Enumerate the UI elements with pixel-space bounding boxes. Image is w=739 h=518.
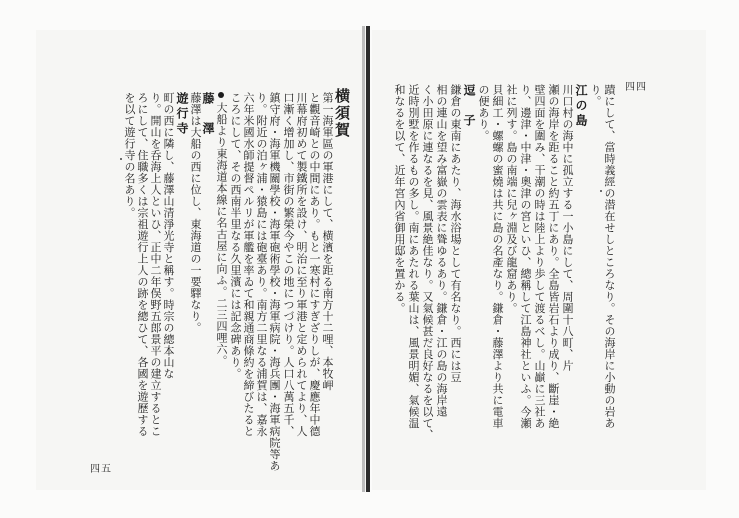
text-column: 川幕府初めて製鐵所を設け、明治に至り軍港と定められてより、人 — [295, 92, 308, 437]
text-column: 第一海軍區の軍港にして、横濱を距る南方十二哩、本牧岬 — [321, 92, 334, 391]
text-column: り、邊津・中津・奧津の宮といひ、總稱して江島神社といふ。今瀬 — [519, 84, 532, 429]
text-column: り。 — [589, 84, 602, 107]
right-page-number: 四四 — [625, 82, 647, 93]
section-heading: 横須賀 — [333, 88, 351, 139]
text-column: を以て遊行寺の名あり。 — [123, 92, 136, 219]
text-column: 口漸く增加し、市街の繁榮今やこの地につづけり。人口八萬五千、 — [282, 92, 295, 437]
text-column: 藤澤は大船の西に位し、東海道の一要驛なり。 — [189, 92, 202, 334]
scan-speck — [120, 158, 122, 160]
text-column: ろにして、住職多くは宗祖遊行上人の跡を總ひて、各國を遊歷する — [136, 92, 149, 437]
text-column: 川口村の海中に孤立する一小島にして、周圍十八町、片 — [561, 84, 574, 372]
subsection-heading: 遊行寺 — [175, 92, 189, 137]
gutter-shadow — [362, 26, 365, 492]
text-column: 蹟にして、當時義經の潜在せしところなり。その海岸に小動の岩あ — [603, 84, 616, 429]
text-column: 貝細工・螺螺の蜜燒は共に島の名產なり。鎌倉・藤澤より共に電車 — [491, 84, 504, 429]
text-column: ころにして、その西南半里なる久里濱には記念碑あり。 — [229, 92, 242, 380]
subsection-heading: 逗 子 — [462, 84, 476, 129]
text-column: と觀音崎との中間にあり。もと一寒村にすぎざりしが、慶應年中德 — [308, 92, 321, 437]
text-column: く小田原に連なるを見、風景絶佳なり。又氣候甚だ良好なるを以て、 — [421, 84, 434, 441]
text-column: 瀬の海岸を距ること約五丁にあり。全島皆岩石より成り、斷崖・絶 — [547, 84, 560, 429]
text-column: 相の連山を望み富嶽の雲表に聳ゆるあり。鎌倉・江の島の海岸遠 — [435, 84, 448, 418]
subsection-heading: 江の島 — [574, 84, 588, 129]
left-page-number: 四五 — [90, 464, 112, 475]
book-gutter — [366, 26, 370, 492]
text-column: 壁四面を圍み、干潮の時は陸上より歩して渡るべし。山巓に三社あ — [533, 84, 546, 429]
text-column: 六年米國水師提督ペルリが軍艦を率ゐて和親通商條約を締びたると — [242, 92, 255, 437]
text-column: り。附近の泊ヶ浦・猿島には砲臺あり。南方二里なる浦賀は、嘉永 — [255, 92, 268, 437]
route-note-line: 大船より東海道本線に名古屋に向ふ。二三四哩六。 — [215, 102, 228, 367]
subsection-heading: 藤 澤 — [201, 92, 215, 137]
bullet-marker — [218, 92, 224, 98]
text-column: 鎮守府・海軍機關學校・海軍砲術學校・海軍病院・海兵團・海軍病院等あ — [268, 92, 281, 472]
text-column: 社に列す。島の南端に兒ヶ淵及び龍窟あり。 — [505, 84, 518, 314]
text-column: 近時別墅を作るもの多し。南にあたれる葉山は、風景明媚、氣候温 — [407, 84, 420, 429]
scan-speck — [600, 190, 602, 192]
text-column: 和なるを以て、近年宮內省御用邸を置かる。 — [393, 84, 406, 314]
text-column: 鎌倉の東南にあたり、海水浴場として有名なり。西には豆 — [449, 84, 462, 383]
text-column: の便あり。 — [477, 84, 490, 142]
text-column: り。開山を呑海上人といひ、正中二年俣野五郎景平の建立するとこ — [149, 92, 162, 437]
text-column: 町の西に隣し、藤澤山清淨光寺と稱す。時宗の總本山な — [162, 92, 175, 380]
